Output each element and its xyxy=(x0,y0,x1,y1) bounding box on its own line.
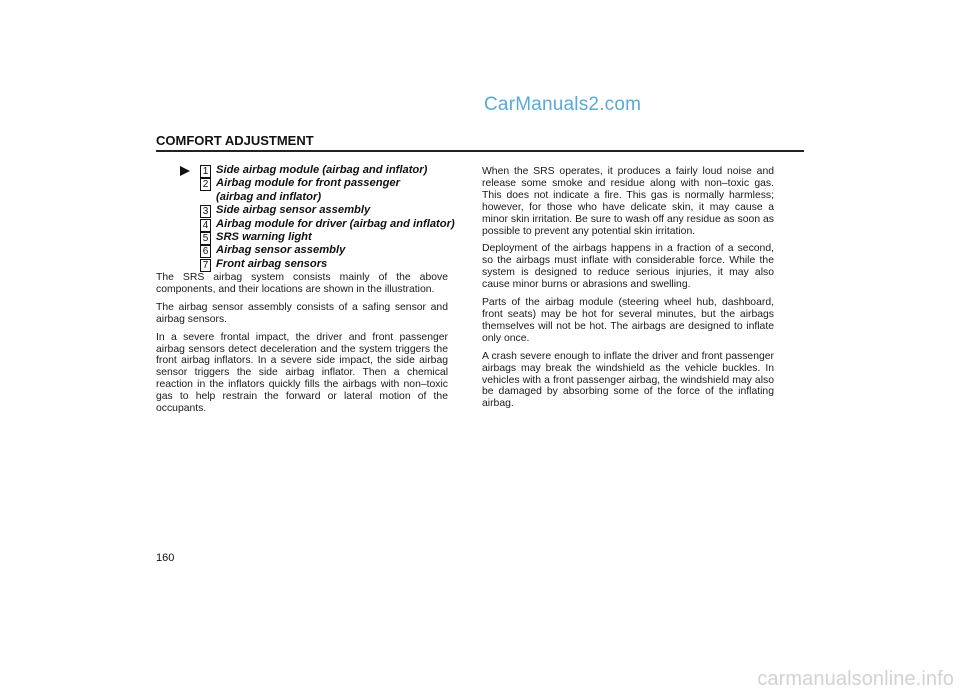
legend-number-box: 7 xyxy=(200,259,211,272)
header-rule xyxy=(156,150,804,152)
legend-number-box: 5 xyxy=(200,232,211,245)
pointer-arrow-icon xyxy=(180,166,190,176)
legend-number-box: 2 xyxy=(200,178,211,191)
legend-label: Front airbag sensors xyxy=(216,257,328,270)
legend-item xyxy=(180,218,460,231)
body-paragraph: The airbag sensor assembly consists of a safing sensor and airbag sensors. xyxy=(156,301,448,325)
body-paragraph: The SRS airbag system consists mainly of the above components, and their locations are shown in the illustration. xyxy=(156,272,448,295)
legend-item xyxy=(180,258,460,271)
body-paragraph: A crash severe enough to inflate the driver and front passenger airbags may break the windshield as the vehicle buckles. In vehicles with a front passenger airbag, the windshield may also be damaged by absorbing some of the force of the inflating airbag. xyxy=(482,350,774,410)
legend-item xyxy=(180,177,460,190)
legend-number-box: 3 xyxy=(200,205,211,218)
legend-label: (airbag and inflator) xyxy=(216,190,322,203)
legend-label: Side airbag sensor assembly xyxy=(216,204,371,217)
body-paragraph: When the SRS operates, it produces a fairly loud noise and release some smoke and residue along with non–toxic gas. This does not indicate a fire. This gas is normally harmless; however, for those who have delicate skin, it may cause a minor skin irritation. Be sure to wash off any residue as soon as possible to prevent any potential skin irritation. xyxy=(482,166,774,237)
legend-item xyxy=(180,244,460,257)
legend-label: Side airbag module (airbag and inflator) xyxy=(216,164,428,176)
watermark-carmanualsonline: carmanualsonline.info xyxy=(757,668,954,690)
legend-number-box: 1 xyxy=(200,165,211,178)
legend-label: Airbag sensor assembly xyxy=(216,244,346,257)
body-paragraph: Parts of the airbag module (steering wheel hub, dashboard, front seats) may be hot for several minutes, but the airbags themselves will not be hot. The airbags are designed to inflate only once. xyxy=(482,297,774,344)
legend-item xyxy=(180,231,460,244)
legend-item xyxy=(180,164,460,177)
legend-item-continuation xyxy=(180,191,460,204)
section-title: COMFORT ADJUSTMENT xyxy=(156,133,314,148)
legend-label: Airbag module for front passenger xyxy=(216,177,400,190)
legend-item xyxy=(180,204,460,217)
legend-number-box: 4 xyxy=(200,219,211,232)
watermark-carmanuals2: CarManuals2.com xyxy=(484,94,642,115)
component-legend xyxy=(180,164,460,271)
body-paragraph: Deployment of the airbags happens in a fraction of a second, so the airbags must inflate with considerable force. While the system is designed to reduce serious injuries, it may also cause minor burns or abrasions and swelling. xyxy=(482,243,774,291)
legend-number-box: 6 xyxy=(200,245,211,258)
legend-label: Airbag module for driver (airbag and inflator) xyxy=(216,217,455,230)
body-paragraph: In a severe frontal impact, the driver and front passenger airbag sensors detect deceleration and the system triggers the front airbag inflators. In a severe side impact, the side airbag sensor triggers the side airbag inflator. Then a chemical reaction in the inflators quickly fills the airbags with non–toxic gas to help restrain the forward or lateral motion of the occupants. xyxy=(156,331,448,415)
right-column xyxy=(482,166,774,416)
legend-label: SRS warning light xyxy=(216,230,312,243)
page-number: 160 xyxy=(156,552,175,564)
left-column xyxy=(156,272,448,421)
